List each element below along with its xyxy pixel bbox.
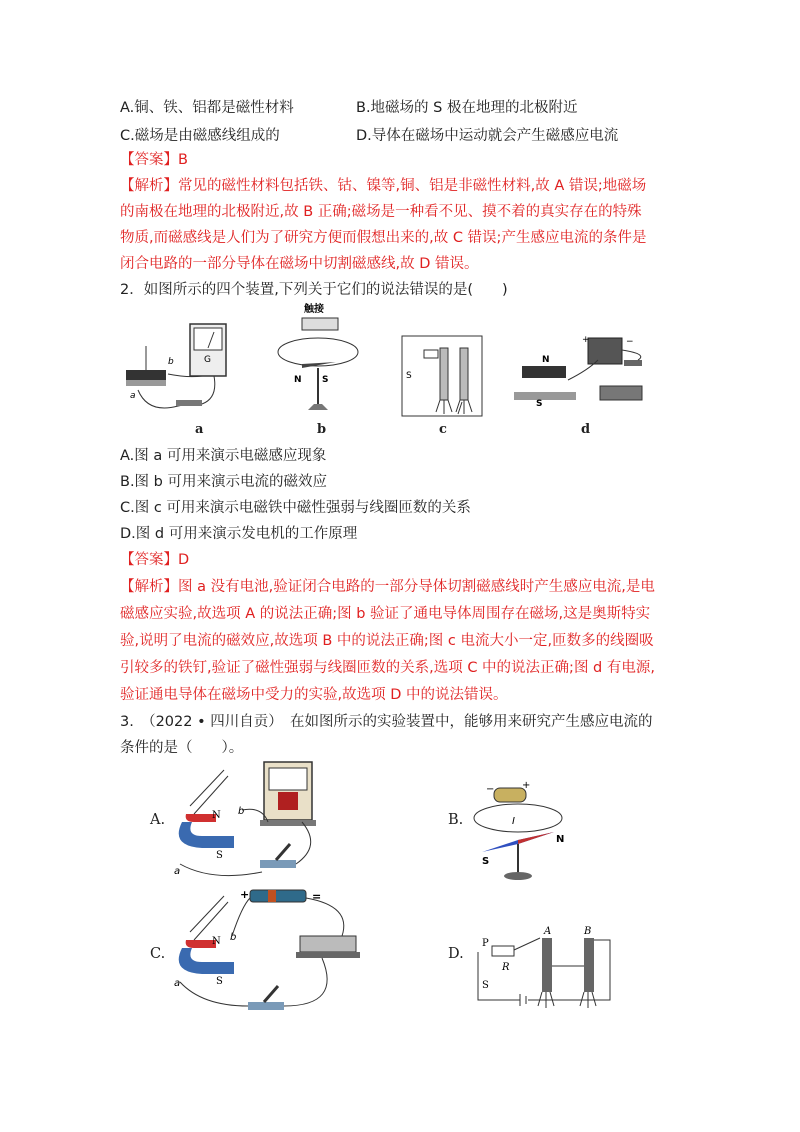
svg-text:触接: 触接 xyxy=(304,304,324,315)
q2-figure-d xyxy=(508,330,658,422)
q2-analysis-line: 引较多的铁钉,验证了磁性强弱与线圈匝数的关系,选项 C 中的说法正确;图 d 有电源, xyxy=(120,660,655,676)
svg-text:=: = xyxy=(312,890,322,903)
q1-option-b: B.地磁场的 S 极在地理的北极附近 xyxy=(356,100,578,116)
svg-text:S: S xyxy=(482,980,489,991)
q1-option-d: D.导体在磁场中运动就会产生磁感应电流 xyxy=(356,128,619,144)
svg-text:+: + xyxy=(582,335,590,345)
q3-option-c-label: C. xyxy=(150,946,166,962)
q2-option-d: D.图 d 可用来演示发电机的工作原理 xyxy=(120,526,358,542)
q1-option-a: A.铜、铁、铝都是磁性材料 xyxy=(120,100,294,116)
q1-analysis-line: 物质,而磁感线是人们为了研究方便而假想出来的,故 C 错误;产生感应电流的条件是 xyxy=(120,230,647,246)
svg-text:−: − xyxy=(626,337,634,347)
svg-text:R: R xyxy=(502,962,510,973)
q2-figure-c xyxy=(396,328,492,420)
q3-option-d-label: D. xyxy=(448,946,464,962)
q3-option-a-label: A. xyxy=(150,812,166,828)
q2-option-a: A.图 a 可用来演示电磁感应现象 xyxy=(120,448,327,464)
svg-text:b: b xyxy=(238,806,245,817)
q3-stem: 3. （2022 • 四川自贡） 在如图所示的实验装置中，能够用来研究产生感应电流的 xyxy=(120,714,653,730)
svg-text:I: I xyxy=(512,816,515,827)
q2-analysis-line: 验证通电导体在磁场中受力的实验,故选项 D 中的说法错误。 xyxy=(120,687,508,703)
svg-text:N: N xyxy=(212,810,221,821)
svg-text:P: P xyxy=(482,938,489,949)
svg-text:B: B xyxy=(584,926,592,937)
svg-text:+: + xyxy=(522,780,531,791)
q1-analysis-line: 的南极在地理的北极附近,故 B 正确;磁场是一种看不见、摸不着的真实存在的特殊 xyxy=(120,204,642,220)
svg-text:a: a xyxy=(174,978,181,989)
q2-stem: 2．如图所示的四个装置,下列关于它们的说法错误的是( ) xyxy=(120,282,508,298)
svg-text:a: a xyxy=(174,866,181,877)
q2-figure-c-label: c xyxy=(439,422,447,437)
svg-text:b: b xyxy=(168,357,174,367)
q2-answer: 【答案】D xyxy=(120,552,190,568)
q3-figure-a xyxy=(172,756,332,886)
svg-text:S: S xyxy=(536,399,543,409)
q2-figure-a-label: a xyxy=(195,422,204,437)
q2-figure-a xyxy=(118,318,238,418)
q2-analysis-line: 【解析】图 a 没有电池,验证闭合电路的一部分导体切割磁感线时产生感应电流,是电 xyxy=(120,579,655,595)
svg-text:S: S xyxy=(406,371,412,381)
q2-figure-b-label: b xyxy=(317,422,327,437)
svg-text:A: A xyxy=(544,926,552,937)
q2-figure-b xyxy=(272,300,372,420)
svg-text:+: + xyxy=(240,888,250,901)
q2-figure-d-label: d xyxy=(581,422,591,437)
svg-text:S: S xyxy=(322,375,329,385)
svg-text:b: b xyxy=(230,932,237,943)
q3-figure-d xyxy=(470,922,620,1018)
q2-analysis-line: 验,说明了电流的磁效应,故选项 B 中的说法正确;图 c 电流大小一定,匝数多的线圈吸 xyxy=(120,633,654,649)
svg-text:a: a xyxy=(130,391,136,401)
q1-analysis-line: 闭合电路的一部分导体在磁场中切割磁感线,故 D 错误。 xyxy=(120,256,479,272)
svg-text:N: N xyxy=(542,355,550,365)
q1-answer: 【答案】B xyxy=(120,152,188,168)
q2-option-b: B.图 b 可用来演示电流的磁效应 xyxy=(120,474,327,490)
q2-analysis-line: 磁感应实验,故选项 A 的说法正确;图 b 验证了通电导体周围存在磁场,这是奥斯特实 xyxy=(120,606,651,622)
svg-text:N: N xyxy=(294,375,302,385)
svg-text:N: N xyxy=(556,834,565,845)
q2-option-c: C.图 c 可用来演示电磁铁中磁性强弱与线圈匝数的关系 xyxy=(120,500,471,516)
svg-text:G: G xyxy=(204,355,211,365)
svg-text:N: N xyxy=(212,936,221,947)
q3-figure-b xyxy=(470,778,580,888)
q3-option-b-label: B. xyxy=(448,812,464,828)
q3-stem: 条件的是（ ）。 xyxy=(120,740,244,756)
q3-figure-c xyxy=(172,886,372,1016)
q1-option-c: C.磁场是由磁感线组成的 xyxy=(120,128,280,144)
q1-analysis-line: 【解析】常见的磁性材料包括铁、钴、镍等,铜、铝是非磁性材料,故 A 错误;地磁场 xyxy=(120,178,647,194)
svg-text:S: S xyxy=(216,850,223,861)
svg-text:S: S xyxy=(482,856,490,867)
svg-text:−: − xyxy=(486,784,495,795)
svg-text:S: S xyxy=(216,976,223,987)
